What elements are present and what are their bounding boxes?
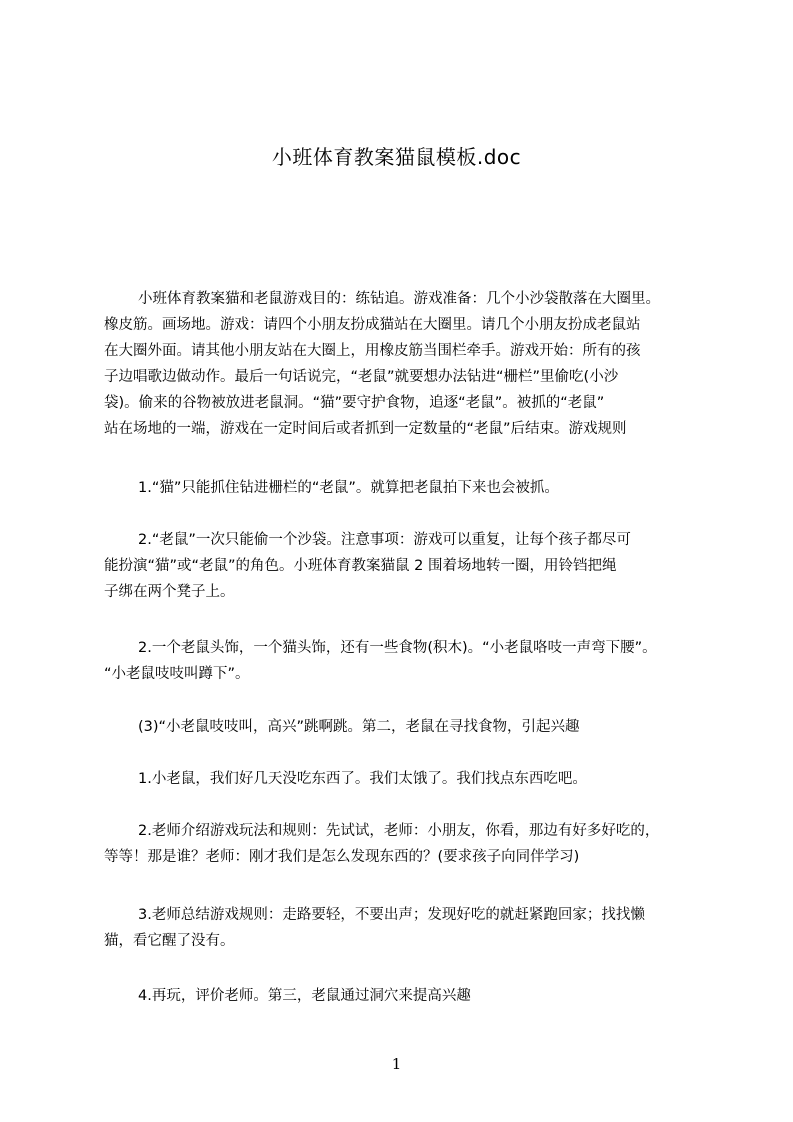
paragraph-step-3 — [104, 902, 706, 954]
paragraph-line: 2.“老鼠”一次只能偷一个沙袋。注意事项：游戏可以重复，让每个孩子都尽可 — [138, 532, 631, 548]
paragraph-line: 小班体育教案猫和老鼠游戏目的：练钻追。游戏准备：几个小沙袋散落在大圈里。 — [138, 291, 660, 307]
paragraph-line: 子绑在两个凳子上。 — [104, 584, 235, 600]
paragraph-materials — [104, 635, 706, 687]
paragraph-line: “小老鼠吱吱叫蹲下”。 — [104, 666, 250, 682]
paragraph-game-overview — [104, 286, 706, 442]
paragraph-line: 等等！那是谁？老师：刚才我们是怎么发现东西的？(要求孩子向同伴学习) — [104, 849, 580, 865]
paragraph-line: 4.再玩，评价老师。第三，老鼠通过洞穴来提高兴趣 — [138, 988, 471, 1004]
paragraph-rule-1 — [104, 475, 706, 501]
paragraph-line: 猫，看它醒了没有。 — [104, 933, 235, 949]
paragraph-step-4 — [104, 983, 706, 1009]
paragraph-line: 橡皮筋。画场地。游戏：请四个小朋友扮成猫站在大圈里。请几个小朋友扮成老鼠站 — [104, 317, 641, 333]
paragraph-line: 子边唱歌边做动作。最后一句话说完，“老鼠”就要想办法钻进“栅栏”里偷吃(小沙 — [104, 369, 619, 385]
document-title: 小班体育教案猫鼠模板.doc — [271, 145, 522, 169]
paragraph-step-2 — [104, 818, 706, 870]
paragraph-line: 能扮演“猫”或“老鼠”的角色。小班体育教案猫鼠 2 围着场地转一圈，用铃铛把绳 — [104, 558, 617, 574]
paragraph-line: 2.一个老鼠头饰，一个猫头饰，还有一些食物(积木)。“小老鼠咯吱一声弯下腰”。 — [138, 640, 657, 656]
paragraph-rule-2 — [104, 527, 706, 605]
paragraph-line: 袋)。偷来的谷物被放进老鼠洞。“猫”要守护食物，追逐“老鼠”。被抓的“老鼠” — [104, 395, 605, 411]
paragraph-line: (3)“小老鼠吱吱叫，高兴”跳啊跳。第二，老鼠在寻找食物，引起兴趣 — [138, 719, 580, 735]
paragraph-line: 站在场地的一端，游戏在一定时间后或者抓到一定数量的“老鼠”后结束。游戏规则 — [104, 421, 627, 437]
paragraph-line: 在大圈外面。请其他小朋友站在大圈上，用橡皮筋当围栏牵手。游戏开始：所有的孩 — [104, 343, 641, 359]
paragraph-line: 1.“猫”只能抓住钻进栅栏的“老鼠”。就算把老鼠拍下来也会被抓。 — [138, 480, 559, 496]
paragraph-section-3 — [104, 714, 706, 740]
paragraph-line: 3.老师总结游戏规则：走路要轻，不要出声；发现好吃的就赶紧跑回家；找找懒 — [138, 907, 645, 923]
paragraph-line: 1.小老鼠，我们好几天没吃东西了。我们太饿了。我们找点东西吃吧。 — [138, 771, 587, 787]
paragraph-step-1 — [104, 766, 706, 792]
page-number: 1 — [391, 1055, 402, 1073]
paragraph-line: 2.老师介绍游戏玩法和规则：先试试，老师：小朋友，你看，那边有好多好吃的， — [138, 823, 660, 839]
